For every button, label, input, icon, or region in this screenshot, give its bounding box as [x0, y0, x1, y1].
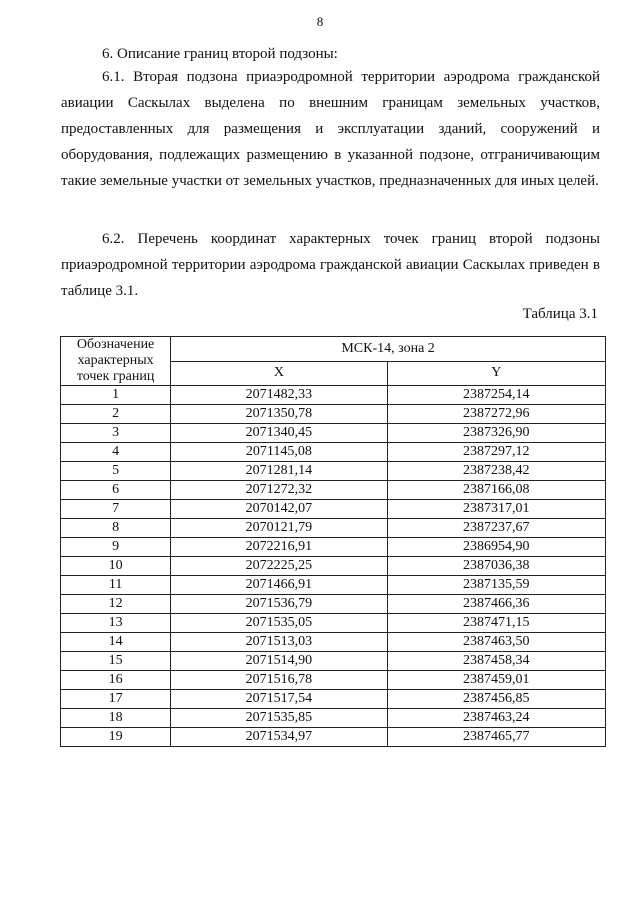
y-cell: 2387456,85: [387, 690, 605, 709]
y-cell: 2387458,34: [387, 652, 605, 671]
table-row: [61, 462, 606, 481]
x-cell: 2071350,78: [171, 405, 387, 424]
point-cell: 1: [61, 386, 171, 405]
table-caption: Таблица 3.1: [522, 306, 598, 322]
x-cell: 2071281,14: [171, 462, 387, 481]
point-cell: 11: [61, 576, 171, 595]
x-cell: 2071514,90: [171, 652, 387, 671]
header-coordinate-system: МСК-14, зона 2: [171, 337, 606, 362]
header-x: X: [171, 361, 387, 386]
y-cell: 2387254,14: [387, 386, 605, 405]
coordinates-table: [60, 336, 606, 747]
y-cell: 2387036,38: [387, 557, 605, 576]
x-cell: 2071534,97: [171, 728, 387, 747]
y-cell: 2387326,90: [387, 424, 605, 443]
section-heading: 6. Описание границ второй подзоны:: [102, 46, 338, 62]
table-row: [61, 671, 606, 690]
point-cell: 9: [61, 538, 171, 557]
table-row: [61, 652, 606, 671]
y-cell: 2387317,01: [387, 500, 605, 519]
x-cell: 2071535,05: [171, 614, 387, 633]
point-cell: 5: [61, 462, 171, 481]
point-cell: 18: [61, 709, 171, 728]
x-cell: 2071516,78: [171, 671, 387, 690]
x-cell: 2072216,91: [171, 538, 387, 557]
y-cell: 2387463,24: [387, 709, 605, 728]
x-cell: 2071517,54: [171, 690, 387, 709]
x-cell: 2071340,45: [171, 424, 387, 443]
point-cell: 3: [61, 424, 171, 443]
y-cell: 2387463,50: [387, 633, 605, 652]
table-row: [61, 443, 606, 462]
table-row: [61, 709, 606, 728]
y-cell: 2387237,67: [387, 519, 605, 538]
y-cell: 2387465,77: [387, 728, 605, 747]
point-cell: 6: [61, 481, 171, 500]
table-row: [61, 557, 606, 576]
paragraph-6-1: 6.1. Вторая подзона приаэродромной территории аэродрома гражданской авиации Саскылах выделена по внешним границам земельных участков, предоставленных для размещения и эксплуатации зданий, сооружений и оборудования, подлежащих размещению в указанной подзоне, отграничивающим такие земельные участки от земельных участков, предназначенных для иных целей.: [61, 69, 600, 189]
table-row: [61, 633, 606, 652]
point-cell: 8: [61, 519, 171, 538]
x-cell: 2070121,79: [171, 519, 387, 538]
table-row: [61, 690, 606, 709]
point-cell: 15: [61, 652, 171, 671]
table-row: [61, 519, 606, 538]
table-row: [61, 500, 606, 519]
y-cell: 2387238,42: [387, 462, 605, 481]
page-number: 8: [316, 14, 324, 29]
x-cell: 2071466,91: [171, 576, 387, 595]
point-cell: 19: [61, 728, 171, 747]
paragraph-6-2: 6.2. Перечень координат характерных точек границ второй подзоны приаэродромной территории аэродрома гражданской авиации Саскылах приведен в таблице 3.1.: [61, 231, 600, 299]
point-cell: 13: [61, 614, 171, 633]
x-cell: 2071145,08: [171, 443, 387, 462]
x-cell: 2070142,07: [171, 500, 387, 519]
y-cell: 2387166,08: [387, 481, 605, 500]
point-cell: 17: [61, 690, 171, 709]
x-cell: 2071535,85: [171, 709, 387, 728]
table-row: [61, 405, 606, 424]
table-row: [61, 424, 606, 443]
x-cell: 2072225,25: [171, 557, 387, 576]
point-cell: 2: [61, 405, 171, 424]
table-row: [61, 614, 606, 633]
y-cell: 2386954,90: [387, 538, 605, 557]
x-cell: 2071513,03: [171, 633, 387, 652]
point-cell: 7: [61, 500, 171, 519]
table-row: [61, 595, 606, 614]
y-cell: 2387466,36: [387, 595, 605, 614]
x-cell: 2071272,32: [171, 481, 387, 500]
table-row: [61, 481, 606, 500]
y-cell: 2387459,01: [387, 671, 605, 690]
table-row: [61, 386, 606, 405]
point-cell: 10: [61, 557, 171, 576]
y-cell: 2387297,12: [387, 443, 605, 462]
x-cell: 2071536,79: [171, 595, 387, 614]
header-point-designation: Обозначение характерных точек границ: [61, 337, 171, 386]
y-cell: 2387272,96: [387, 405, 605, 424]
point-cell: 12: [61, 595, 171, 614]
point-cell: 4: [61, 443, 171, 462]
table-row: [61, 538, 606, 557]
point-cell: 14: [61, 633, 171, 652]
header-y: Y: [387, 361, 605, 386]
point-cell: 16: [61, 671, 171, 690]
y-cell: 2387471,15: [387, 614, 605, 633]
table-row: [61, 576, 606, 595]
x-cell: 2071482,33: [171, 386, 387, 405]
y-cell: 2387135,59: [387, 576, 605, 595]
table-row: [61, 728, 606, 747]
coordinates-table-body: [61, 386, 606, 747]
